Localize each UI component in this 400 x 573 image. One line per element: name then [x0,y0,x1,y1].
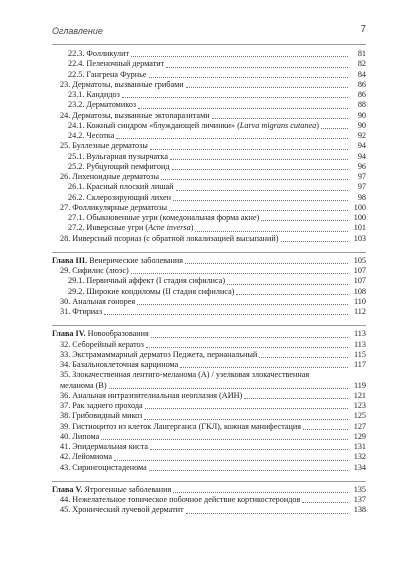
dot-leader [144,419,348,420]
toc-entry[interactable] [52,59,366,69]
toc-entry[interactable] [52,350,366,360]
toc-entry-title [52,307,102,317]
toc-page-number: 113 [354,339,366,349]
toc-page-number: 119 [354,380,366,390]
toc-page-number: 112 [354,307,366,316]
dot-leader [109,388,348,389]
toc-entry[interactable] [52,193,366,203]
toc-page-number: 107 [353,276,366,286]
entry-text: 29.1. Первичный аффект (I стадия сифилиса) [68,276,226,286]
dot-leader [149,77,348,78]
header-page-number: 7 [360,24,366,35]
toc-entry[interactable] [52,162,366,172]
entry-latin-term: Acne inversa [148,223,191,233]
toc-entry[interactable] [52,360,366,370]
toc-entry-title [52,162,170,172]
dot-leader [149,470,348,471]
dot-leader [244,398,348,399]
toc-entry-title [52,256,183,266]
toc-entry[interactable] [52,49,366,59]
toc-chapter-heading[interactable] [52,256,366,266]
entry-text: Венерические заболевания [87,255,184,265]
dot-leader [122,97,348,98]
header-title: Оглавление [52,26,103,36]
toc-entry[interactable] [52,463,366,473]
toc-entry-title [52,111,210,121]
toc-page-number: 123 [353,401,366,410]
toc-entry-title [52,432,99,442]
entry-text: 23.2. Дерматомикоз [68,100,137,110]
dot-leader [131,273,348,274]
toc-page-number: 121 [353,390,366,400]
toc-page-number: 88 [357,100,366,110]
toc-entry-title [52,172,159,182]
toc-page-number: 107 [353,266,366,275]
toc-entry[interactable] [52,287,366,297]
entry-text: 22.3. Фолликулит [68,49,130,58]
toc-entry[interactable] [52,141,366,151]
running-header [52,22,366,45]
toc-entry[interactable] [52,340,366,350]
toc-entry-title [52,100,136,110]
chapter-number: Глава IV. [52,329,86,339]
toc-entry-title [52,442,148,452]
toc-entry-title [52,485,171,495]
toc-page-number: 131 [353,442,366,451]
toc-entry[interactable] [52,381,366,391]
toc-entry[interactable] [52,213,366,223]
entry-text: 29. Сифилис (люэс) [60,266,129,275]
toc-page-number: 100 [353,213,366,222]
dot-leader [169,210,348,211]
toc-page-number: 125 [353,411,366,421]
toc-page-number: 82 [357,59,366,69]
toc-entry[interactable] [52,100,366,110]
dot-leader [302,502,348,503]
toc-entry[interactable] [52,495,366,505]
toc-entry-title [52,422,301,432]
toc-page-number: 81 [357,49,366,58]
toc-entry-title [52,452,112,462]
dot-leader [236,294,348,295]
dot-leader [114,460,348,461]
toc-entry-title [52,381,107,391]
toc-entry[interactable] [52,152,366,162]
dot-leader [173,200,348,201]
toc-entry[interactable] [52,80,366,90]
toc-entry-title [52,266,129,276]
entry-text: Новообразования [85,329,149,339]
entry-text: 44. Нежелательное топическое побочное действие кортикостероидов [60,495,301,504]
dot-leader [150,449,348,450]
entry-text: 26.1. Красный плоский лишай [68,182,174,192]
toc-page-number: 94 [357,141,366,151]
entry-text: 27.2. Инверсные угри ( [68,223,149,233]
dot-leader [303,429,348,430]
dot-leader [281,241,348,242]
entry-text: 23. Дерматозы, вызванные грибами [60,79,184,89]
dot-leader [151,337,348,338]
entry-text: 41. Эпидермальная киста [60,442,149,451]
toc-entry-title [52,49,129,59]
toc-page-number: 94 [357,151,366,161]
toc-page-number: 115 [354,349,366,359]
toc-page-number: 84 [357,69,366,79]
toc-chapter [52,252,366,318]
entry-text: 45. Хронический лучевой дерматит [60,505,184,515]
toc-page-number: 86 [357,90,366,99]
dot-leader [259,357,348,358]
dot-leader [170,159,348,160]
toc-entry-title [52,391,242,401]
toc-entry-title [52,223,193,233]
entry-text: 26.2. Склерозирующий лихен [68,192,172,202]
toc-page-number: 132 [353,452,366,462]
toc-page-number: 86 [357,79,366,89]
toc-page-number: 92 [357,131,366,140]
entry-text: 23.1. Кандидоз [68,90,120,99]
dot-leader [176,190,348,191]
dot-leader [166,67,348,68]
toc-group [52,49,366,244]
toc-entry[interactable] [52,223,366,233]
entry-text: 39. Гистиоцитоз из клеток Лангерганса (ГКЛ), кожная манифестация [60,421,302,431]
toc-entry-title [52,59,164,69]
entry-text: 43. Сирингоцистаденома [60,462,147,472]
toc-entry[interactable] [52,307,366,317]
toc-entry[interactable] [52,432,366,442]
toc-entry[interactable] [52,391,366,401]
toc-entry-title [52,234,279,244]
entry-text: 28. Инверсный псориаз (с обратной локализацией высыпаний) [60,233,279,243]
toc-entry[interactable] [52,203,366,213]
dot-leader [227,284,348,285]
toc-entry-title [52,495,300,505]
dot-leader [185,263,348,264]
dot-leader [261,220,348,221]
toc-entry-title [52,411,142,421]
dot-leader [116,138,348,139]
chapter-number: Глава III. [52,255,88,265]
toc-entry[interactable] [52,297,366,307]
toc-page-number: 96 [357,161,366,171]
toc-entry-title [52,370,309,380]
dot-leader [186,513,348,514]
toc-entry-title [52,276,225,286]
entry-text: 25. Буллезные дерматозы [60,141,148,151]
dot-leader [186,87,348,88]
entry-text: 25.1. Вульгарная пузырчатка [68,151,168,161]
dot-leader [195,231,348,232]
toc-entry-title [52,141,148,151]
toc-page-number: 97 [357,182,366,192]
toc-entry-title [52,90,120,100]
dot-leader [321,128,348,129]
toc-page-number: 90 [357,120,366,130]
toc-page-number: 103 [353,233,366,243]
toc-entry[interactable] [52,234,366,244]
toc-entry-title [52,80,184,90]
dot-leader [138,108,348,109]
entry-text: 22.4. Пеленочный дерматит [68,59,165,69]
dot-leader [146,347,348,348]
toc-entry-title [52,287,234,297]
toc-chapter [52,325,366,473]
dot-leader [180,367,348,368]
entry-text: 25.2. Рубцующий пемфигоид [68,161,170,171]
dot-leader [101,439,348,440]
dot-leader [212,118,348,119]
toc-page-number: 138 [353,505,366,515]
toc-entry[interactable] [52,370,366,380]
toc-entry[interactable] [52,111,366,121]
toc-entry-title [52,213,259,223]
entry-text: 38. Грибовидный микоз [60,411,143,421]
toc-page-number: 101 [353,223,366,233]
entry-text: Ятрогенные заболевания [82,484,172,494]
toc-entry[interactable] [52,266,366,276]
toc-entry-title [52,121,319,131]
entry-text: 24.2. Чесотка [68,131,115,140]
toc-entry-title [52,152,168,162]
toc-chapter [52,481,366,516]
toc-entry[interactable] [52,401,366,411]
toc-entry[interactable] [52,442,366,452]
toc-page-number: 108 [353,286,366,296]
dot-leader [150,149,348,150]
entry-text: 24.1. Кожный синдром «блуждающей личинки» ( [68,120,240,130]
dot-leader [131,56,348,57]
entry-text: 24. Дерматозы, вызванные эктопаразитами [60,110,210,120]
toc-chapter-heading[interactable] [52,329,366,339]
entry-text: 34. Базальноклеточная карцинома [60,360,179,369]
entry-text: 42. Лейомиома [60,452,112,462]
toc-page-number: 127 [353,421,366,431]
entry-text-tail: ) [190,223,194,233]
toc-entry[interactable] [52,276,366,286]
toc-page-number: 137 [353,495,366,504]
toc-page-number: 135 [353,484,366,494]
toc-page-number: 117 [354,360,366,369]
toc-page-number: 90 [357,110,366,120]
toc-page-number: 134 [353,462,366,472]
dot-leader [104,314,348,315]
toc-entry[interactable] [52,172,366,182]
entry-text: 36. Анальная интраэпителиальная неоплазия (АИН) [60,390,243,400]
toc-entry-title [52,182,174,192]
toc-chapter-heading[interactable] [52,485,366,495]
entry-text: 29.2. Широкие кондиломы (II стадия сифилиса) [68,286,235,296]
chapter-number: Глава V. [52,484,83,494]
toc-entry-title [52,297,135,307]
entry-latin-term: Larva migrans cutanea [239,120,317,130]
toc-entry[interactable] [52,422,366,432]
toc-entry[interactable] [52,411,366,421]
entry-text: 33. Экстрамаммарный дерматоз Педжета, перианальный [60,349,258,359]
entry-text: 27.1. Обыкновенные угри (комедональная форма акне) [68,213,260,222]
entry-text: 35. Злокачественная лентиго-меланома (А) / узелковая злокачественная [60,370,310,380]
toc-page-number: 98 [357,192,366,202]
toc-entry[interactable] [52,452,366,462]
entry-text: 30. Анальная гонорея [60,296,136,306]
dot-leader [161,179,348,180]
toc-page-number: 100 [353,202,366,212]
toc-entry-title [52,340,144,350]
toc-page-number: 113 [354,329,366,339]
toc-entry[interactable] [52,131,366,141]
dot-leader [137,304,348,305]
toc-entry-title [52,350,257,360]
entry-text: 32. Себорейный кератоз [60,339,144,349]
entry-text: меланома (В) [60,380,107,390]
toc-entry-title [52,401,143,411]
toc-entry-title [52,193,171,203]
toc-entry-title [52,463,147,473]
dot-leader [172,169,348,170]
toc-page-number: 105 [353,255,366,265]
entry-text-tail: ) [316,120,319,130]
toc-page-number: 97 [357,172,366,181]
entry-text: 40. Липома [60,431,100,441]
toc-page-number: 110 [354,296,366,306]
toc-entry-title [52,203,167,213]
dot-leader [145,408,348,409]
table-of-contents [52,49,366,516]
entry-text: 22.5. Гангрена Фурнье [68,69,147,79]
toc-entry[interactable] [52,182,366,192]
toc-entry[interactable] [52,90,366,100]
toc-entry[interactable] [52,121,366,131]
toc-entry-title [52,131,114,141]
toc-entry[interactable] [52,505,366,515]
dot-leader [173,492,348,493]
entry-text: 27. Фолликулярные дерматозы [60,202,168,212]
entry-text: 37. Рак заднего прохода [60,401,143,410]
entry-text: 26. Лихеноидные дерматозы [60,172,159,181]
toc-page-number: 129 [353,431,366,441]
toc-entry-title [52,505,184,515]
toc-entry-title [52,329,149,339]
toc-entry[interactable] [52,70,366,80]
entry-text: 31. Фтириаз [60,307,103,316]
toc-entry-title [52,360,178,370]
toc-entry-title [52,70,147,80]
